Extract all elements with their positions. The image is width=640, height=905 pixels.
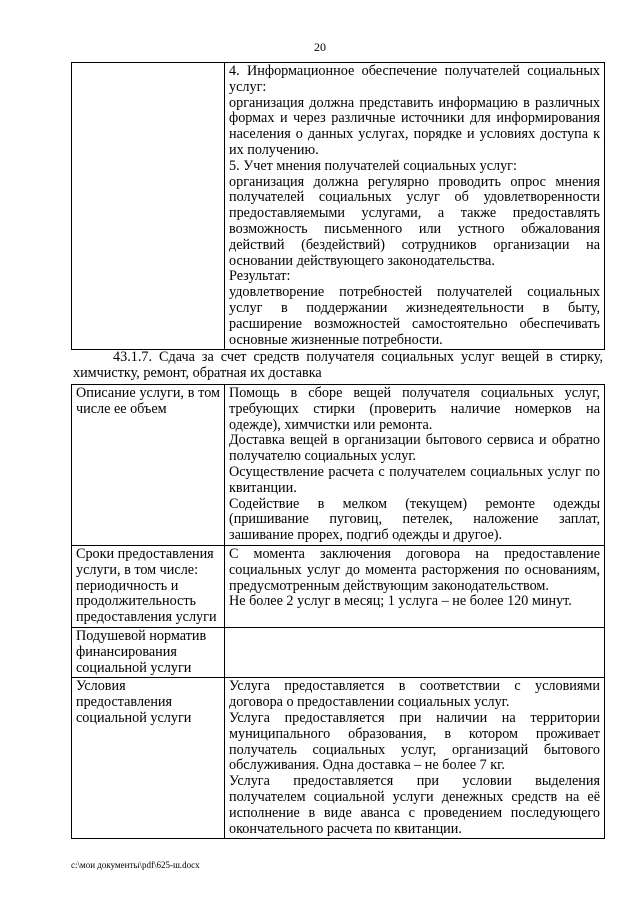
paragraph: 4. Информационное обеспечение получателей социальных услуг: xyxy=(229,63,600,95)
paragraph: Услуга предоставляется при условии выделения получателем социальной услуги денежных средств на её исполнение в виде аванса с проведением последующего окончательного расчета по квитанции. xyxy=(229,773,600,837)
paragraph: Доставка вещей в организации бытового сервиса и обратно получателю социальных услуг. xyxy=(229,432,600,465)
row-content xyxy=(225,678,605,839)
service-table xyxy=(71,384,605,839)
row-content xyxy=(225,385,605,546)
paragraph: Помощь в сборе вещей получателя социальных услуг, требующих стирки (проверить наличие номерков на одежде), химчистки или ремонта. xyxy=(229,385,600,433)
row-label: Сроки предоставления услуги, в том числе: периодичность и продолжительность предоставления услуги xyxy=(72,545,225,627)
section-caption-text: 43.1.7. Сдача за счет средств получателя социальных услуг вещей в стирку, химчистку, ремонт, обратная их доставка xyxy=(73,349,603,381)
row-label: Условия предоставления социальной услуги xyxy=(72,678,225,839)
paragraph: организация должна регулярно проводить опрос мнения получателей социальных услуг об удовлетворенности предоставляемыми услугами, а также предоставлять возможность письменного или устного обжалования действий (бездействий) сотрудников организации на основании действующего законодательства. xyxy=(229,173,600,269)
paragraph: 5. Учет мнения получателей социальных услуг: xyxy=(229,157,517,174)
table-row xyxy=(72,545,605,627)
table-row xyxy=(72,385,605,546)
paragraph: удовлетворение потребностей получателей социальных услуг в поддержании жизнедеятельности в быту, расширение возможностей самостоятельно обеспечивать основные жизненные потребности. xyxy=(229,284,600,348)
row-content xyxy=(225,545,605,627)
section-caption xyxy=(73,350,603,382)
paragraph: Услуга предоставляется при наличии на территории муниципального образования, в котором проживает получатель социальных услуг, организаций бытового обслуживания. Одна доставка – не более 7 кг. xyxy=(229,709,600,774)
file-path-footer: c:\мои документы\pdf\625-ш.docx xyxy=(71,860,200,870)
paragraph: Не более 2 услуг в месяц; 1 услуга – не более 120 минут. xyxy=(229,593,572,610)
paragraph: Результат: xyxy=(229,268,291,285)
row-label: Подушевой норматив финансирования социальной услуги xyxy=(72,627,225,677)
paragraph: Осуществление расчета с получателем социальных услуг по квитанции. xyxy=(229,463,600,496)
table-row xyxy=(72,627,605,677)
row-content-empty xyxy=(225,627,605,677)
row-label: Описание услуги, в том числе ее объем xyxy=(72,385,225,546)
paragraph: организация должна представить информацию в различных формах и через различные источники для информирования населения о данных услугах, порядке и условиях доступа к их получению. xyxy=(229,94,600,158)
empty-label-cell xyxy=(72,63,225,350)
page-number: 20 xyxy=(314,40,326,54)
paragraph: Содействие в мелком (текущем) ремонте одежды (пришивание пуговиц, петелек, наложение заплат, зашивание прорех, подгиб одежды и другое). xyxy=(229,495,600,544)
table-row xyxy=(72,678,605,839)
continuation-table xyxy=(71,62,605,350)
paragraph: Услуга предоставляется в соответствии с условиями договора о предоставлении социальных услуг. xyxy=(229,678,600,711)
paragraph: С момента заключения договора на предоставление социальных услуг до момента расторжения по основаниям, предусмотренным действующим законодательством. xyxy=(229,545,600,594)
quality-standards-cell xyxy=(225,63,605,350)
